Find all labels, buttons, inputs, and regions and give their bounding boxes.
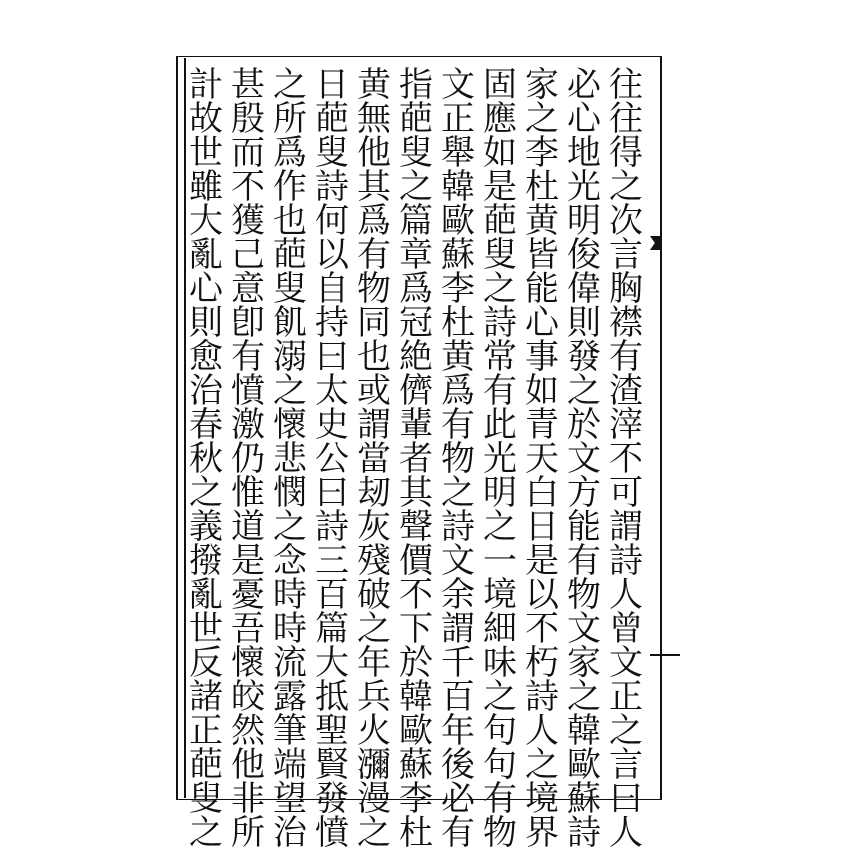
text-glyph: 他 <box>231 745 265 785</box>
text-glyph: 年 <box>357 643 391 683</box>
text-glyph: 獲 <box>231 201 265 241</box>
text-glyph: 筆 <box>273 711 307 751</box>
text-glyph: 正 <box>189 711 223 751</box>
text-column <box>312 64 352 853</box>
text-glyph: 爲 <box>441 371 475 411</box>
text-glyph: 憂 <box>231 575 265 615</box>
text-glyph: 地 <box>567 133 601 173</box>
text-glyph: 正 <box>441 99 475 139</box>
text-glyph: 發 <box>315 779 349 819</box>
text-glyph: 曾 <box>609 609 643 649</box>
text-glyph: 爲 <box>399 269 433 309</box>
text-glyph: 瀰 <box>357 745 391 785</box>
text-glyph: 絶 <box>399 337 433 377</box>
text-glyph: 歐 <box>567 745 601 785</box>
text-glyph: 流 <box>273 643 307 683</box>
text-glyph: 韓 <box>567 711 601 751</box>
text-glyph: 時 <box>273 609 307 649</box>
text-glyph: 歐 <box>441 201 475 241</box>
text-glyph: 葩 <box>315 99 349 139</box>
text-glyph: 心 <box>189 269 223 309</box>
text-glyph: 亂 <box>189 235 223 275</box>
text-glyph: 黄 <box>525 201 559 241</box>
text-glyph: 然 <box>231 711 265 751</box>
text-column <box>438 64 478 853</box>
text-glyph: 之 <box>483 677 517 717</box>
text-glyph: 爲 <box>273 133 307 173</box>
text-glyph: 詩 <box>315 507 349 547</box>
text-glyph: 殷 <box>231 99 265 139</box>
text-glyph: 世 <box>189 133 223 173</box>
text-column <box>480 64 520 853</box>
text-glyph: 之 <box>273 507 307 547</box>
text-column <box>396 64 436 853</box>
text-glyph: 雖 <box>189 167 223 207</box>
text-glyph: 望 <box>273 779 307 819</box>
text-glyph: 葩 <box>273 235 307 275</box>
text-glyph: 襟 <box>609 303 643 343</box>
text-glyph: 何 <box>315 201 349 241</box>
text-glyph: 能 <box>567 507 601 547</box>
text-glyph: 詩 <box>567 813 601 853</box>
text-glyph: 必 <box>567 65 601 105</box>
text-glyph: 蘇 <box>441 235 475 275</box>
text-glyph: 念 <box>273 541 307 581</box>
text-glyph: 治 <box>273 813 307 853</box>
text-glyph: 愈 <box>189 337 223 377</box>
text-glyph: 之 <box>567 371 601 411</box>
text-glyph: 文 <box>441 541 475 581</box>
text-glyph: 境 <box>525 779 559 819</box>
text-glyph: 葩 <box>189 745 223 785</box>
text-glyph: 謂 <box>609 507 643 547</box>
text-glyph: 明 <box>567 201 601 241</box>
text-glyph: 光 <box>483 439 517 479</box>
text-glyph: 之 <box>273 371 307 411</box>
text-glyph: 時 <box>273 575 307 615</box>
text-glyph: 境 <box>483 575 517 615</box>
text-glyph: 黄 <box>357 65 391 105</box>
text-column <box>270 64 310 853</box>
text-glyph: 大 <box>315 643 349 683</box>
text-glyph: 飢 <box>273 303 307 343</box>
text-glyph: 不 <box>609 439 643 479</box>
text-glyph: 他 <box>357 133 391 173</box>
text-glyph: 之 <box>609 167 643 207</box>
text-glyph: 後 <box>441 745 475 785</box>
text-glyph: 年 <box>441 711 475 751</box>
text-glyph: 之 <box>483 269 517 309</box>
text-glyph: 言 <box>609 745 643 785</box>
text-glyph: 溺 <box>273 337 307 377</box>
text-glyph: 之 <box>525 745 559 785</box>
text-column <box>564 64 604 853</box>
text-glyph: 非 <box>231 779 265 819</box>
text-glyph: 世 <box>189 609 223 649</box>
text-glyph: 之 <box>273 65 307 105</box>
text-glyph: 無 <box>357 99 391 139</box>
text-glyph: 有 <box>609 337 643 377</box>
text-glyph: 皎 <box>231 677 265 717</box>
text-glyph: 惟 <box>231 473 265 513</box>
text-glyph: 義 <box>189 507 223 547</box>
text-glyph: 所 <box>273 99 307 139</box>
text-glyph: 此 <box>483 405 517 445</box>
text-glyph: 詩 <box>609 541 643 581</box>
text-glyph: 發 <box>567 337 601 377</box>
text-glyph: 價 <box>399 541 433 581</box>
text-glyph: 必 <box>441 779 475 819</box>
text-glyph: 李 <box>441 269 475 309</box>
text-glyph: 於 <box>567 405 601 445</box>
text-glyph: 叟 <box>189 779 223 819</box>
text-glyph: 物 <box>567 575 601 615</box>
text-glyph: 可 <box>609 473 643 513</box>
text-glyph: 渣 <box>609 371 643 411</box>
text-glyph: 篇 <box>315 609 349 649</box>
text-glyph: 皆 <box>525 235 559 275</box>
text-glyph: 漫 <box>357 779 391 819</box>
text-column <box>186 64 226 853</box>
text-glyph: 兵 <box>357 677 391 717</box>
text-glyph: 同 <box>357 303 391 343</box>
text-glyph: 則 <box>567 303 601 343</box>
text-glyph: 一 <box>483 541 517 581</box>
text-glyph: 之 <box>399 167 433 207</box>
text-glyph: 不 <box>525 609 559 649</box>
text-glyph: 白 <box>525 473 559 513</box>
text-glyph: 李 <box>399 779 433 819</box>
text-glyph: 百 <box>315 575 349 615</box>
text-glyph: 殘 <box>357 541 391 581</box>
text-glyph: 春 <box>189 405 223 445</box>
text-glyph: 道 <box>231 507 265 547</box>
text-glyph: 是 <box>525 541 559 581</box>
text-glyph: 冠 <box>399 303 433 343</box>
text-glyph: 憤 <box>231 371 265 411</box>
text-glyph: 之 <box>189 473 223 513</box>
text-glyph: 下 <box>399 609 433 649</box>
text-glyph: 之 <box>567 677 601 717</box>
text-glyph: 歐 <box>399 711 433 751</box>
text-glyph: 之 <box>609 711 643 751</box>
text-glyph: 句 <box>483 711 517 751</box>
text-glyph: 朽 <box>525 643 559 683</box>
text-glyph: 賢 <box>315 745 349 785</box>
text-glyph: 有 <box>441 405 475 445</box>
text-column <box>354 64 394 853</box>
text-glyph: 黄 <box>441 337 475 377</box>
text-glyph: 如 <box>525 371 559 411</box>
text-glyph: 指 <box>399 65 433 105</box>
text-glyph: 露 <box>273 677 307 717</box>
text-glyph: 葩 <box>483 201 517 241</box>
edge-tick-mark <box>650 654 680 656</box>
text-glyph: 謂 <box>357 405 391 445</box>
text-glyph: 韓 <box>441 167 475 207</box>
text-glyph: 破 <box>357 575 391 615</box>
text-glyph: 是 <box>483 167 517 207</box>
text-glyph: 甚 <box>231 65 265 105</box>
text-glyph: 聖 <box>315 711 349 751</box>
text-glyph: 持 <box>315 303 349 343</box>
text-glyph: 詩 <box>441 507 475 547</box>
text-glyph: 以 <box>315 235 349 275</box>
text-glyph: 有 <box>231 337 265 377</box>
text-glyph: 韓 <box>399 677 433 717</box>
text-glyph: 諸 <box>189 677 223 717</box>
text-glyph: 往 <box>609 65 643 105</box>
text-glyph: 是 <box>231 541 265 581</box>
text-glyph: 有 <box>567 541 601 581</box>
text-glyph: 端 <box>273 745 307 785</box>
text-glyph: 詩 <box>315 167 349 207</box>
text-glyph: 計 <box>189 65 223 105</box>
text-glyph: 之 <box>525 99 559 139</box>
text-glyph: 所 <box>231 813 265 853</box>
text-glyph: 灰 <box>357 507 391 547</box>
text-glyph: 儕 <box>399 371 433 411</box>
text-glyph: 文 <box>609 643 643 683</box>
text-glyph: 人 <box>525 711 559 751</box>
text-glyph: 常 <box>483 337 517 377</box>
text-glyph: 刼 <box>357 473 391 513</box>
text-glyph: 文 <box>567 439 601 479</box>
text-glyph: 應 <box>483 99 517 139</box>
vertical-text-block <box>186 64 646 853</box>
text-glyph: 或 <box>357 371 391 411</box>
text-glyph: 界 <box>525 813 559 853</box>
text-glyph: 物 <box>357 269 391 309</box>
text-glyph: 百 <box>441 677 475 717</box>
text-glyph: 家 <box>525 65 559 105</box>
text-glyph: 之 <box>357 609 391 649</box>
text-glyph: 有 <box>483 371 517 411</box>
text-glyph: 秋 <box>189 439 223 479</box>
text-glyph: 有 <box>483 779 517 819</box>
text-glyph: 光 <box>567 167 601 207</box>
text-glyph: 曰 <box>315 473 349 513</box>
text-glyph: 爲 <box>357 201 391 241</box>
text-glyph: 叟 <box>483 235 517 275</box>
text-glyph: 滓 <box>609 405 643 445</box>
text-glyph: 明 <box>483 473 517 513</box>
text-glyph: 謂 <box>441 609 475 649</box>
text-glyph: 之 <box>357 813 391 853</box>
text-glyph: 曰 <box>609 779 643 819</box>
text-glyph: 能 <box>525 269 559 309</box>
text-glyph: 事 <box>525 337 559 377</box>
text-glyph: 青 <box>525 405 559 445</box>
text-glyph: 己 <box>231 235 265 275</box>
text-glyph: 其 <box>399 473 433 513</box>
text-glyph: 叟 <box>273 269 307 309</box>
text-glyph: 言 <box>609 235 643 275</box>
text-glyph: 日 <box>525 507 559 547</box>
text-glyph: 文 <box>441 65 475 105</box>
text-glyph: 而 <box>231 133 265 173</box>
text-glyph: 偉 <box>567 269 601 309</box>
text-glyph: 俊 <box>567 235 601 275</box>
text-glyph: 意 <box>231 269 265 309</box>
text-glyph: 悲 <box>273 439 307 479</box>
text-glyph: 懷 <box>231 643 265 683</box>
text-column <box>228 64 268 853</box>
text-glyph: 不 <box>231 167 265 207</box>
text-glyph: 史 <box>315 405 349 445</box>
text-glyph: 輩 <box>399 405 433 445</box>
text-glyph: 撥 <box>189 541 223 581</box>
text-glyph: 杜 <box>399 813 433 853</box>
text-glyph: 細 <box>483 609 517 649</box>
text-glyph: 章 <box>399 235 433 275</box>
text-glyph: 也 <box>357 337 391 377</box>
text-glyph: 仍 <box>231 439 265 479</box>
text-glyph: 火 <box>357 711 391 751</box>
text-glyph: 詩 <box>483 303 517 343</box>
text-glyph: 杜 <box>525 167 559 207</box>
text-glyph: 有 <box>357 235 391 275</box>
text-glyph: 於 <box>399 643 433 683</box>
text-glyph: 李 <box>525 133 559 173</box>
text-column <box>606 64 646 853</box>
text-glyph: 反 <box>189 643 223 683</box>
text-glyph: 物 <box>483 813 517 853</box>
text-glyph: 大 <box>189 201 223 241</box>
text-glyph: 卽 <box>231 303 265 343</box>
text-glyph: 文 <box>567 609 601 649</box>
text-glyph: 詩 <box>525 677 559 717</box>
text-glyph: 抵 <box>315 677 349 717</box>
text-glyph: 葩 <box>399 99 433 139</box>
text-glyph: 蘇 <box>399 745 433 785</box>
text-glyph: 正 <box>609 677 643 717</box>
text-glyph: 心 <box>525 303 559 343</box>
text-glyph: 則 <box>189 303 223 343</box>
text-glyph: 固 <box>483 65 517 105</box>
text-glyph: 余 <box>441 575 475 615</box>
text-glyph: 次 <box>609 201 643 241</box>
text-glyph: 懷 <box>273 405 307 445</box>
text-glyph: 亂 <box>189 575 223 615</box>
text-glyph: 蘇 <box>567 779 601 819</box>
text-glyph: 作 <box>273 167 307 207</box>
text-glyph: 曰 <box>315 337 349 377</box>
text-glyph: 人 <box>609 813 643 853</box>
text-glyph: 激 <box>231 405 265 445</box>
text-glyph: 之 <box>189 813 223 853</box>
text-glyph: 舉 <box>441 133 475 173</box>
text-glyph: 憤 <box>315 813 349 853</box>
text-glyph: 杜 <box>441 303 475 343</box>
text-glyph: 三 <box>315 541 349 581</box>
text-glyph: 篇 <box>399 201 433 241</box>
text-glyph: 以 <box>525 575 559 615</box>
text-glyph: 如 <box>483 133 517 173</box>
text-glyph: 千 <box>441 643 475 683</box>
text-glyph: 憫 <box>273 473 307 513</box>
text-glyph: 不 <box>399 575 433 615</box>
text-glyph: 往 <box>609 99 643 139</box>
text-glyph: 有 <box>441 813 475 853</box>
text-glyph: 之 <box>441 473 475 513</box>
text-glyph: 自 <box>315 269 349 309</box>
text-glyph: 方 <box>567 473 601 513</box>
text-column <box>522 64 562 853</box>
text-glyph: 叟 <box>315 133 349 173</box>
text-glyph: 也 <box>273 201 307 241</box>
text-glyph: 味 <box>483 643 517 683</box>
text-glyph: 吾 <box>231 609 265 649</box>
text-glyph: 日 <box>315 65 349 105</box>
text-glyph: 得 <box>609 133 643 173</box>
text-glyph: 公 <box>315 439 349 479</box>
text-glyph: 胸 <box>609 269 643 309</box>
text-glyph: 天 <box>525 439 559 479</box>
text-glyph: 人 <box>609 575 643 615</box>
text-glyph: 當 <box>357 439 391 479</box>
text-glyph: 故 <box>189 99 223 139</box>
text-glyph: 者 <box>399 439 433 479</box>
text-glyph: 家 <box>567 643 601 683</box>
text-glyph: 之 <box>483 507 517 547</box>
text-glyph: 心 <box>567 99 601 139</box>
text-glyph: 太 <box>315 371 349 411</box>
text-glyph: 其 <box>357 167 391 207</box>
text-glyph: 物 <box>441 439 475 479</box>
text-glyph: 聲 <box>399 507 433 547</box>
text-glyph: 叟 <box>399 133 433 173</box>
text-glyph: 治 <box>189 371 223 411</box>
text-glyph: 句 <box>483 745 517 785</box>
